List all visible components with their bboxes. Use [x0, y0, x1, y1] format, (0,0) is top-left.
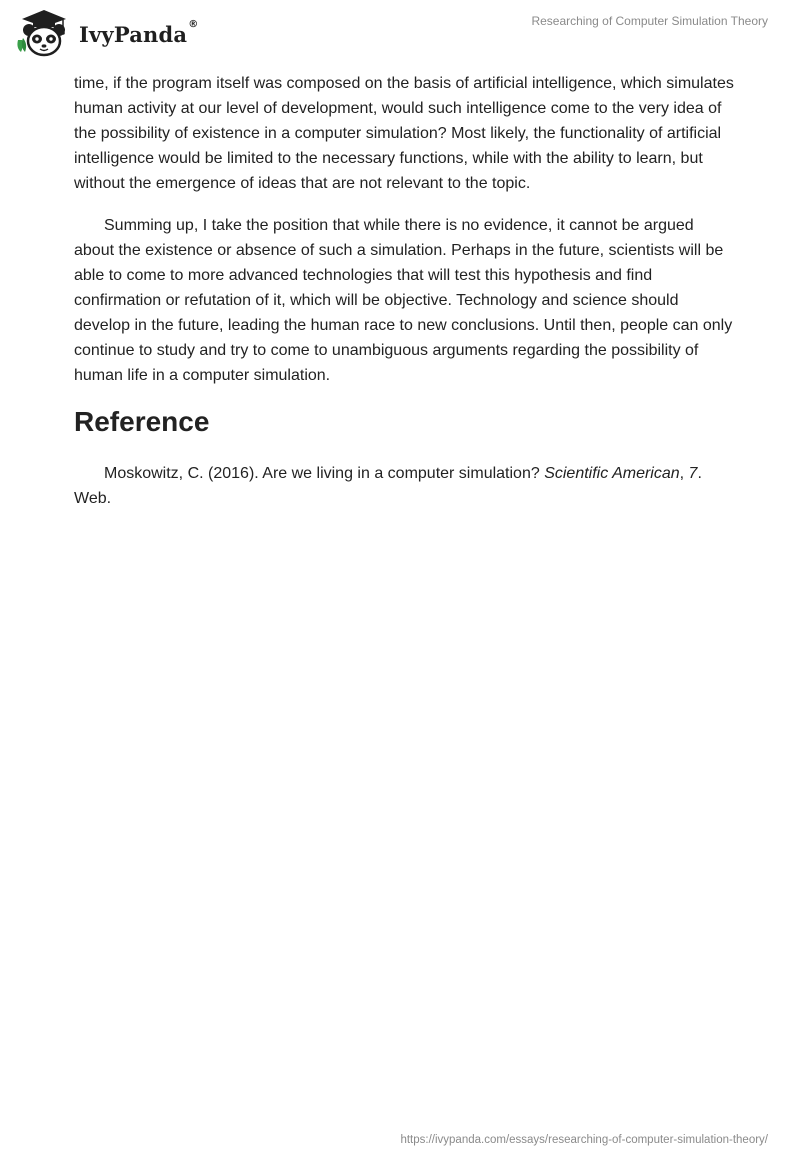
body-paragraph-continued: time, if the program itself was composed on the basis of artificial intelligence, which simulates human activity at our level of development, would such intelligence come to the very idea of the possibility of existence in a computer simulation? Most likely, the functionality of artificial intelligence would be limited to the necessary functions, while with the ability to learn, but without the emergence of ideas that are not relevant to the topic. — [74, 75, 734, 192]
essay-content — [74, 71, 734, 511]
page-header — [0, 0, 800, 64]
reference-lead: Moskowitz, C. (2016). Are we living in a computer simulation? — [104, 465, 545, 482]
running-title: Researching of Computer Simulation Theory — [531, 14, 768, 28]
reference-entry — [74, 461, 734, 511]
reference-volume: 7 — [688, 465, 698, 482]
registered-mark: ® — [188, 18, 199, 30]
reference-heading: Reference — [74, 406, 210, 437]
reference-journal: Scientific American — [544, 465, 680, 482]
ivypanda-logo[interactable] — [14, 8, 198, 58]
brand-name: IvyPanda® — [79, 18, 199, 47]
reference-separator: , — [679, 465, 689, 482]
body-paragraph-conclusion: Summing up, I take the position that while there is no evidence, it cannot be argued about the existence or absence of such a simulation. Perhaps in the future, scientists will be able to come to more advanced technologies that will test this hypothesis and find confirmation or refutation of it, which will be objective. Technology and science should develop in the future, leading the human race to new conclusions. Until then, people can only continue to study and try to come to unambiguous arguments regarding the possibility of human life in a computer simulation. — [74, 217, 733, 384]
source-url[interactable]: https://ivypanda.com/essays/researching-of-computer-simulation-theory/ — [400, 1134, 768, 1146]
panda-mascot-icon — [14, 8, 76, 58]
reference-tail: . Web. — [74, 465, 702, 507]
